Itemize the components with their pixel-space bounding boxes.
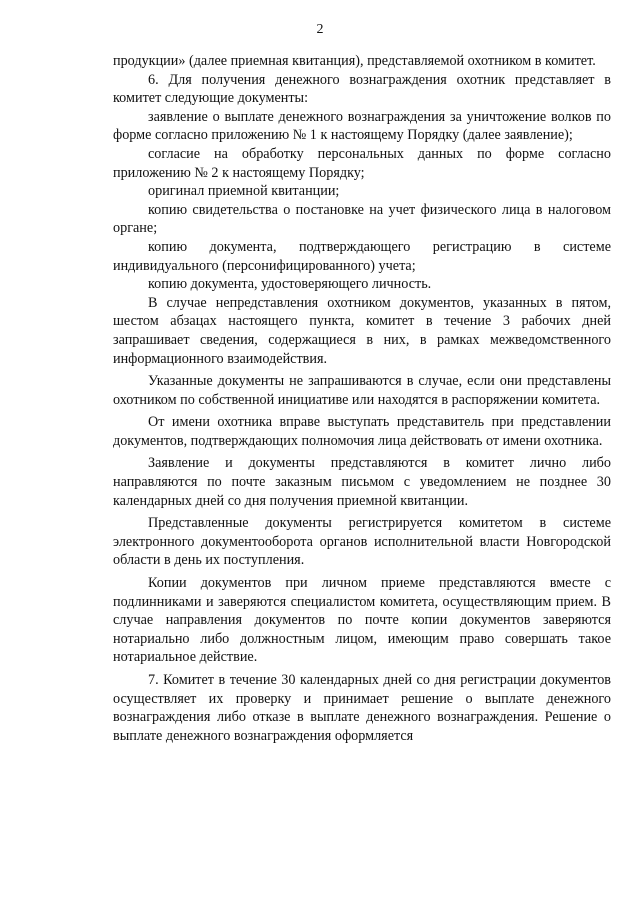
- paragraph-representative: От имени охотника вправе выступать представитель при представлении документов, подтверждающих полномочия лица действовать от имени охотника.: [113, 414, 611, 449]
- paragraph-doc-receipt: оригинал приемной квитанции;: [148, 183, 340, 200]
- paragraph-doc-application: заявление о выплате денежного вознаграждения за уничтожение волков по форме согласно приложению № 1 к настоящему Порядку (далее заявление);: [113, 108, 611, 144]
- paragraph-interdepartmental-request: В случае непредставления охотником документов, указанных в пятом, шестом абзацах настоящего пункта, комитет в течение 3 рабочих дней запрашивает сведения, содержащиеся в них, в рамках межведомственного информационного взаимодействия.: [113, 294, 611, 367]
- paragraph-no-request: Указанные документы не запрашиваются в случае, если они представлены охотником по собственной инициативе или находятся в распоряжении комитета.: [113, 373, 611, 408]
- paragraph-doc-identity: копию документа, удостоверяющего личность.: [148, 276, 432, 293]
- document-body: [113, 52, 611, 745]
- page-number: 2: [316, 22, 324, 37]
- paragraph-doc-tax-certificate: копию свидетельства о постановке на учет физического лица в налоговом органе;: [113, 201, 611, 237]
- paragraph-item-7: 7. Комитет в течение 30 календарных дней со дня регистрации документов осуществляет их проверку и принимает решение о выплате денежного вознаграждения либо отказе в выплате денежного вознаграждения. Решение о выплате денежного вознаграждения оформляется: [113, 672, 611, 744]
- paragraph-registration: Представленные документы регистрируется комитетом в системе электронного документооборота органов исполнительной власти Новгородской области в день их поступления.: [113, 515, 611, 569]
- paragraph-submission: Заявление и документы представляются в комитет лично либо направляются по почте заказным письмом с уведомлением не позднее 30 календарных дней со дня получения приемной квитанции.: [113, 455, 611, 509]
- paragraph-copies: Копии документов при личном приеме представляются вместе с подлинниками и заверяются специалистом комитета, осуществляющим прием. В случае направления документов по почте копии документов заверяются нотариально либо должностным лицом, имеющим право совершать такое нотариальное действие.: [113, 575, 611, 666]
- paragraph-doc-registration: копию документа, подтверждающего регистрацию в системе индивидуального (персонифицированного) учета;: [113, 238, 611, 274]
- paragraph-continuation: продукции» (далее приемная квитанция), представляемой охотником в комитет.: [113, 53, 596, 69]
- paragraph-doc-consent: согласие на обработку персональных данных по форме согласно приложению № 2 к настоящему Порядку;: [113, 145, 611, 181]
- paragraph-item-6: 6. Для получения денежного вознаграждения охотник представляет в комитет следующие документы:: [113, 71, 611, 107]
